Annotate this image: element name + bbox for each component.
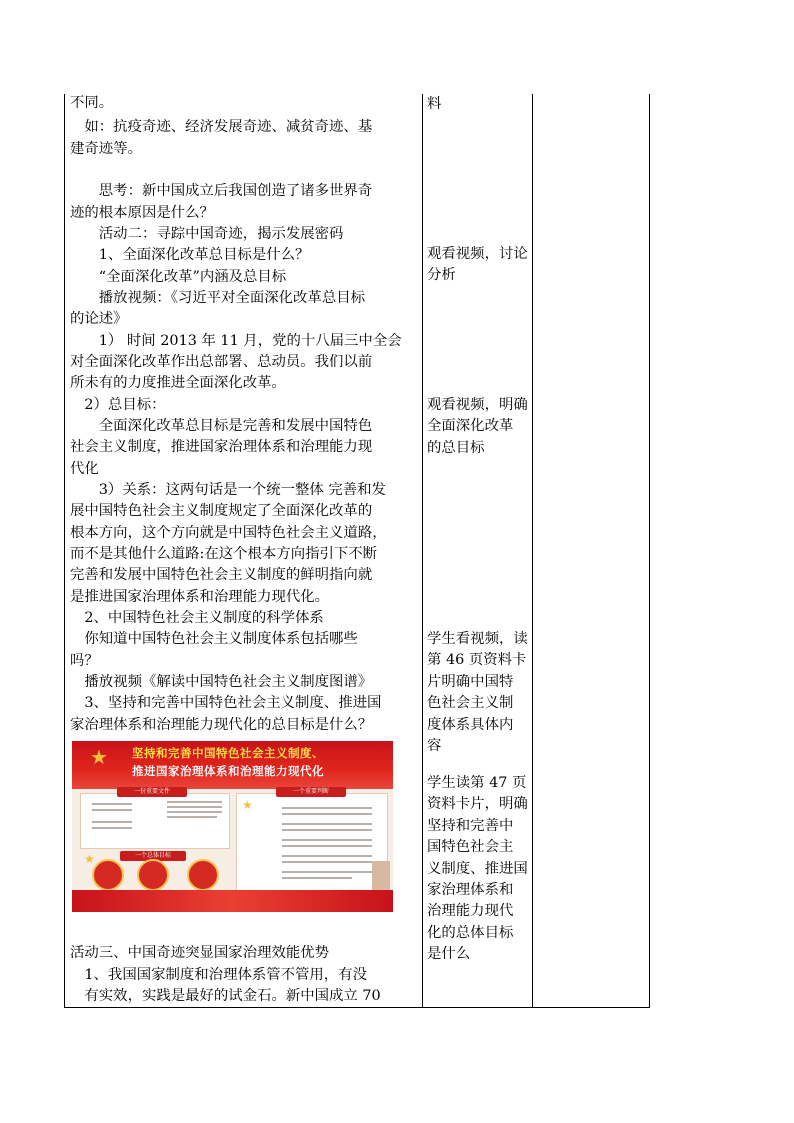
content-line: 而不是其他什么道路:在这个根本方向指引下不断 bbox=[70, 546, 378, 562]
content-line: 2、中国特色社会主义制度的科学体系 bbox=[70, 610, 324, 626]
star-icon: ★ bbox=[242, 798, 253, 812]
content-line: 有实效，实践是最好的试金石。新中国成立 70 bbox=[70, 988, 381, 1004]
content-line: 是推进国家治理体系和治理能力现代化。 bbox=[70, 589, 330, 605]
content-line: 不同。 bbox=[70, 95, 114, 111]
content-line: 3、坚持和完善中国特色社会主义制度、推进国 bbox=[70, 695, 382, 711]
content-line: 活动三、中国奇迹突显国家治理效能优势 bbox=[70, 945, 330, 961]
activity-line: 义制度、推进国 bbox=[427, 860, 528, 877]
poster-title-line1: 坚持和完善中国特色社会主义制度、 bbox=[132, 746, 324, 760]
activity-line: 容 bbox=[427, 738, 442, 754]
content-line: 建奇迹等。 bbox=[70, 141, 142, 157]
poster-badge-3 bbox=[187, 859, 219, 891]
poster-badge-2 bbox=[137, 859, 169, 891]
content-line: 完善和发展中国特色社会主义制度的鲜明指向就 bbox=[70, 567, 373, 583]
activity-line: 资料卡片，明确 bbox=[427, 796, 528, 813]
activity-line: 化的总体目标 bbox=[427, 924, 514, 941]
content-line: 播放视频：《习近平对全面深化改革总目标 bbox=[70, 290, 366, 306]
content-line: 社会主义制度，推进国家治理体系和治理能力现 bbox=[70, 439, 373, 455]
star-icon: ★ bbox=[84, 852, 95, 866]
content-line: 对全面深化改革作出总部署、总动员。我们以前 bbox=[70, 354, 373, 370]
activity-line: 家治理体系和 bbox=[427, 882, 514, 898]
content-line: 展中国特色社会主义制度规定了全面深化改革的 bbox=[70, 503, 373, 519]
activity-line: 第 46 页资料卡 bbox=[427, 652, 527, 669]
table-border-col2 bbox=[532, 94, 533, 1008]
activity-line: 治理能力现代 bbox=[427, 903, 514, 920]
poster-badge-1 bbox=[92, 859, 124, 891]
content-line: 吗？ bbox=[70, 653, 99, 669]
activity-line: 观看视频，明确 bbox=[427, 397, 528, 413]
content-line: 代化 bbox=[70, 461, 99, 477]
content-line: 你知道中国特色社会主义制度体系包括哪些 bbox=[70, 631, 358, 647]
content-line: “全面深化改革”内涵及总目标 bbox=[70, 269, 287, 285]
activity-line: 色社会主义制 bbox=[427, 695, 514, 712]
poster-panel-right bbox=[236, 793, 388, 903]
activity-line: 观看视频，讨论 bbox=[427, 246, 528, 262]
poster-tab-right: 一个重要判断 bbox=[276, 787, 346, 797]
content-line: 3）关系：这两句话是一个统一整体 完善和发 bbox=[70, 482, 386, 498]
content-line: 思考：新中国成立后我国创造了诸多世界奇 bbox=[70, 183, 373, 199]
content-line: 的论述》 bbox=[70, 311, 128, 327]
table-border-bottom bbox=[64, 1007, 650, 1008]
activity-line: 的总目标 bbox=[427, 439, 485, 456]
poster-image bbox=[72, 741, 393, 912]
content-line: 根本方向，这个方向就是中国特色社会主义道路， bbox=[70, 525, 387, 541]
poster-building-graphic bbox=[372, 861, 390, 891]
content-line: 全面深化改革总目标是完善和发展中国特色 bbox=[70, 418, 373, 434]
activity-line: 料 bbox=[427, 96, 442, 112]
content-line: 1、全面深化改革总目标是什么？ bbox=[70, 247, 310, 263]
activity-line: 国特色社会主 bbox=[427, 839, 514, 856]
content-line: 所未有的力度推进全面深化改革。 bbox=[70, 375, 286, 391]
content-line: 1） 时间 2013 年 11 月，党的十八届三中全会 bbox=[70, 333, 402, 349]
activity-line: 全面深化改革 bbox=[427, 418, 514, 435]
table-border-right bbox=[649, 94, 650, 1008]
content-line: 播放视频《解读中国特色社会主义制度图谱》 bbox=[70, 674, 373, 690]
content-line: 家治理体系和治理能力现代化的总目标是什么？ bbox=[70, 717, 373, 733]
content-line: 2）总目标： bbox=[70, 397, 166, 413]
poster-tab-left: 一份重要文件 bbox=[117, 787, 187, 797]
star-icon: ★ bbox=[90, 745, 108, 769]
activity-line: 是什么 bbox=[427, 946, 471, 963]
content-line: 1、我国国家制度和治理体系管不管用，有没 bbox=[70, 967, 367, 983]
content-line: 活动二：寻踪中国奇迹，揭示发展密码 bbox=[70, 226, 344, 242]
table-border-col1 bbox=[422, 94, 423, 1008]
activity-line: 分析 bbox=[427, 267, 456, 284]
content-line: 如：抗疫奇迹、经济发展奇迹、减贫奇迹、基 bbox=[70, 119, 373, 135]
activity-line: 坚持和完善中 bbox=[427, 817, 514, 834]
activity-line: 度体系具体内 bbox=[427, 716, 514, 733]
activity-line: 片明确中国特 bbox=[427, 673, 514, 690]
poster-tab-mid: 一个总体目标 bbox=[120, 851, 186, 861]
activity-line: 学生读第 47 页 bbox=[427, 775, 527, 791]
content-line: 迹的根本原因是什么？ bbox=[70, 205, 214, 221]
activity-line: 学生看视频，读 bbox=[427, 631, 528, 647]
poster-footer-band bbox=[72, 890, 393, 912]
poster-title-line2: 推进国家治理体系和治理能力现代化 bbox=[132, 764, 324, 778]
table-border-left bbox=[64, 94, 65, 1008]
